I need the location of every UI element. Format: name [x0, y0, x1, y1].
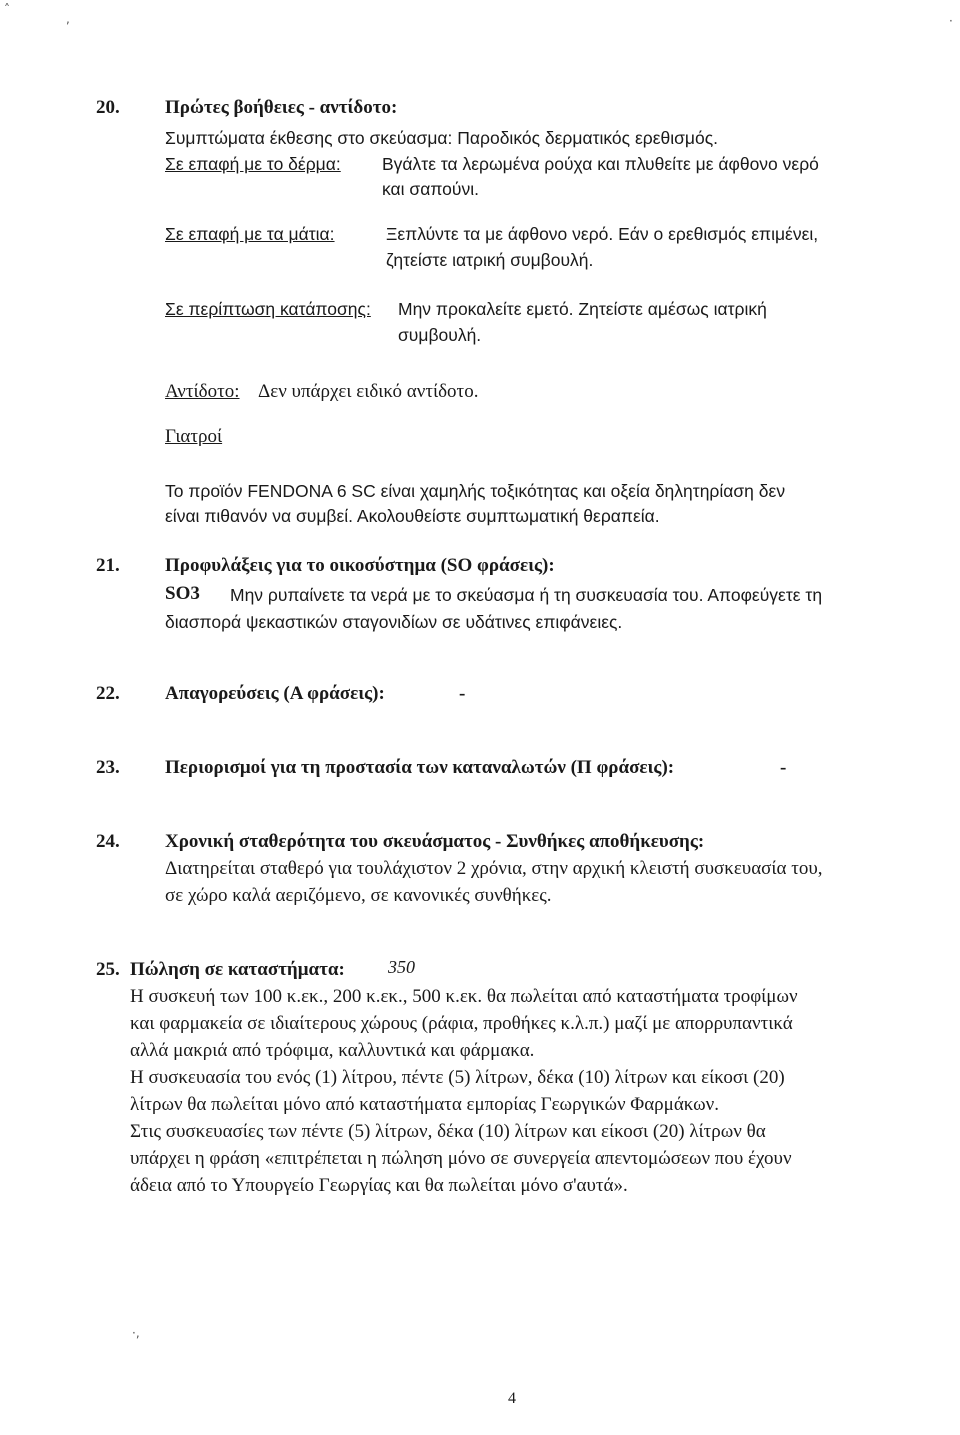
section-heading: Απαγορεύσεις (Α φράσεις):	[165, 683, 385, 704]
ingestion-text: Μην προκαλείτε εμετό. Ζητείστε αμέσως ιατρική	[398, 299, 767, 319]
section-value: -	[780, 757, 787, 778]
ingestion-text: συμβουλή.	[398, 325, 482, 345]
ingestion-label: Σε περίπτωση κατάποσης:	[165, 299, 371, 319]
so-code: SO3	[165, 583, 200, 604]
handwritten-note: 350	[388, 957, 415, 977]
sales-text: και φαρμακεία σε ιδιαίτερους χώρους (ράφια, προθήκες κ.λ.π.) μαζί με απορρυπαντικά	[130, 1013, 793, 1034]
skin-contact-text: και σαπούνι.	[382, 179, 479, 199]
scan-mark: ·	[949, 14, 953, 28]
section-number: 24.	[96, 831, 120, 852]
eye-contact-label: Σε επαφή με τα μάτια:	[165, 224, 335, 244]
section-heading: Χρονική σταθερότητα του σκευάσματος - Συνθήκες αποθήκευσης:	[165, 831, 705, 852]
antidote-label: Αντίδοτο:	[165, 381, 240, 402]
eye-contact-text: Ξεπλύντε τα με άφθονο νερό. Εάν ο ερεθισμός επιμένει,	[386, 224, 819, 244]
page-number: 4	[508, 1390, 516, 1407]
section-heading: Περιορισμοί για τη προστασία των καταναλωτών (Π φράσεις):	[165, 757, 675, 778]
skin-contact-label: Σε επαφή με το δέρμα:	[165, 154, 341, 174]
section-number: 20.	[96, 97, 120, 118]
section-number: 25.	[96, 959, 120, 980]
so-text: διασπορά ψεκαστικών σταγονιδίων σε υδάτινες επιφάνειες.	[165, 612, 623, 632]
storage-text: σε χώρο καλά αεριζόμενο, σε κανονικές συνθήκες.	[165, 885, 552, 906]
scan-mark: ,	[66, 12, 70, 26]
sales-text: Στις συσκευασίες των πέντε (5) λίτρων, δέκα (10) λίτρων και είκοσι (20) λίτρων θα	[130, 1121, 766, 1142]
so-text: Μην ρυπαίνετε τα νερά με το σκεύασμα ή τη συσκευασία του. Αποφεύγετε τη	[230, 585, 823, 605]
doctors-label: Γιατροί	[165, 426, 223, 447]
antidote-text: Δεν υπάρχει ειδικό αντίδοτο.	[258, 381, 479, 402]
section-heading: Πώληση σε καταστήματα:	[130, 959, 345, 980]
section-heading: Προφυλάξεις για το οικοσύστημα (SO φράσεις):	[165, 555, 555, 576]
sales-text: αλλά μακριά από τρόφιμα, καλλυντικά και φάρμακα.	[130, 1040, 535, 1061]
storage-text: Διατηρείται σταθερό για τουλάχιστον 2 χρόνια, στην αρχική κλειστή συσκευασία του,	[165, 858, 823, 879]
skin-contact-text: Βγάλτε τα λερωμένα ρούχα και πλυθείτε με άφθονο νερό	[382, 154, 819, 174]
doctors-text: Το προϊόν FENDONA 6 SC είναι χαμηλής τοξικότητας και οξεία δηλητηρίαση δεν	[165, 481, 786, 501]
sales-text: άδεια από το Υπουργείο Γεωργίας και θα πωλείται μόνο σ'αυτά».	[130, 1175, 628, 1196]
section-value: -	[459, 683, 466, 704]
section-heading: Πρώτες βοήθειες - αντίδοτο:	[165, 97, 398, 118]
scan-mark: ·,	[132, 1326, 140, 1340]
eye-contact-text: ζητείστε ιατρική συμβουλή.	[386, 250, 594, 270]
section-number: 22.	[96, 683, 120, 704]
sales-text: Η συσκευασία του ενός (1) λίτρου, πέντε (5) λίτρων, δέκα (10) λίτρων και είκοσι (20)	[130, 1067, 785, 1088]
section-number: 21.	[96, 555, 120, 576]
sales-text: Η συσκευή των 100 κ.εκ., 200 κ.εκ., 500 κ.εκ. θα πωλείται από καταστήματα τροφίμων	[130, 986, 798, 1007]
doctors-text: είναι πιθανόν να συμβεί. Ακολουθείστε συμπτωματική θεραπεία.	[165, 506, 660, 526]
scan-mark: ˄	[4, 2, 10, 16]
section-number: 23.	[96, 757, 120, 778]
sales-text: λίτρων θα πωλείται μόνο από καταστήματα εμπορίας Γεωργικών Φαρμάκων.	[130, 1094, 720, 1115]
sales-text: υπάρχει η φράση «επιτρέπεται η πώληση μόνο σε συνεργεία απεντομώσεων που έχουν	[130, 1148, 792, 1169]
symptoms-text: Συμπτώματα έκθεσης στο σκεύασμα: Παροδικός δερματικός ερεθισμός.	[165, 128, 719, 148]
